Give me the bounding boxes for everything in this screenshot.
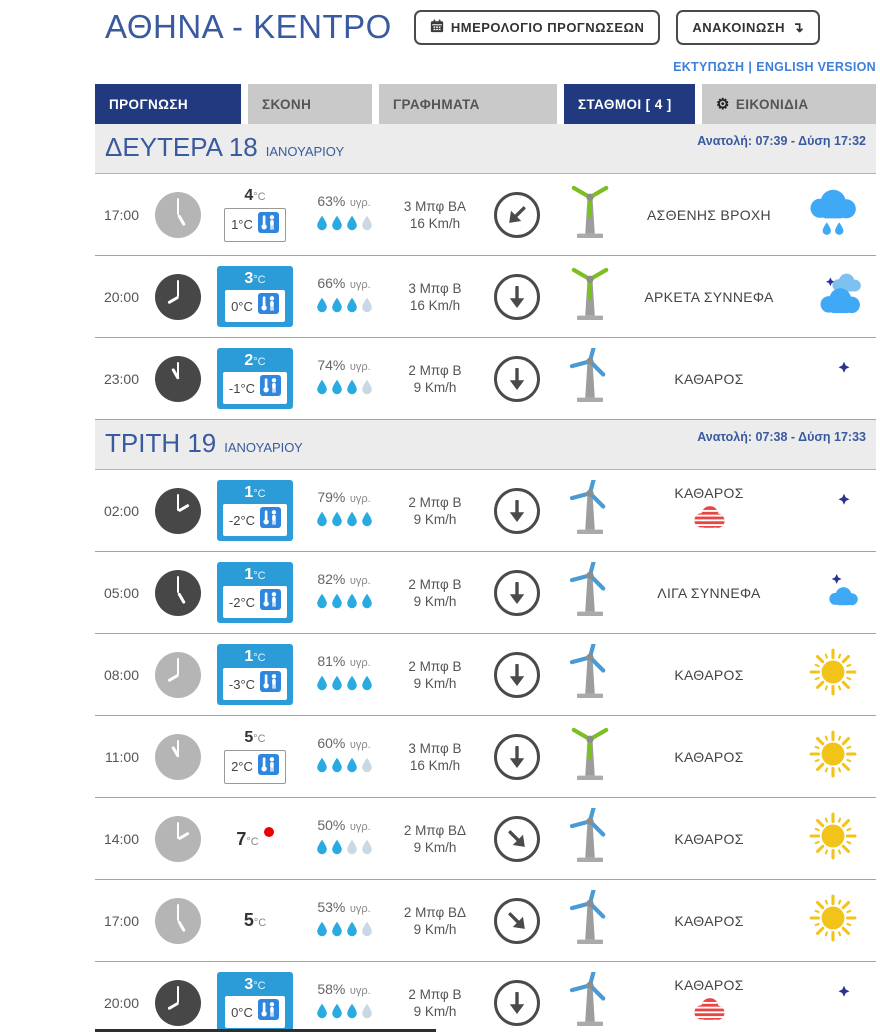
forecast-row[interactable] [95,798,876,880]
humidity-cell [301,489,387,532]
wind-speed: 9 Km/h [413,675,457,691]
droplet-icon [316,921,328,942]
feels-like-box [225,996,285,1028]
thermometer-person-icon [258,999,279,1025]
day-section [95,124,876,420]
droplet-icon [346,379,358,400]
humidity-droplets [316,215,373,236]
humidity-value: 60% [317,735,346,751]
clock-icon [155,980,201,1026]
wind-beaufort: 2 Μπφ Β [408,494,462,510]
humidity-value: 74% [317,357,346,373]
wind-direction-icon [494,488,540,534]
wind-direction-icon [494,192,540,238]
row-time: 20:00 [103,288,139,305]
droplet-icon [346,215,358,236]
forecast-row[interactable] [95,716,876,798]
temperature-value: 5°C [243,910,267,931]
wind-speed: 9 Km/h [413,921,457,937]
droplet-icon [346,757,358,778]
feels-like-value: 0°C [231,298,253,314]
tab-σκονη[interactable] [248,84,372,124]
clock-icon [155,734,201,780]
humidity-droplets [316,675,373,696]
link-separator: | [748,60,753,74]
moon-icon [811,485,855,536]
condition-cell [629,207,789,223]
feels-like-value: -1°C [228,380,256,396]
condition-cell [629,749,789,765]
humidity-droplets [316,1003,373,1024]
feels-like-value: -2°C [228,594,256,610]
row-time: 08:00 [103,666,139,683]
humidity-droplets [316,839,373,860]
condition-text: ΚΑΘΑΡΟΣ [674,370,744,387]
feels-like-box [223,586,287,618]
row-time: 14:00 [103,830,139,847]
droplet-icon [331,757,343,778]
droplet-icon [331,593,343,614]
condition-cell [629,977,789,1028]
droplet-icon [316,297,328,318]
tab-label: ΕΙΚΟΝΙΔΙΑ [735,96,809,112]
wind-direction-icon [494,274,540,320]
humidity-cell [301,275,387,318]
wind-cell [387,281,483,313]
clock-icon [155,192,201,238]
calendar-button-label: ΗΜΕΡΟΛΟΓΙΟ ΠΡΟΓΝΩΣΕΩΝ [450,19,645,35]
wind-speed: 9 Km/h [413,511,457,527]
clock-icon [155,274,201,320]
condition-cell [629,667,789,683]
wind-turbine-icon [564,348,616,409]
droplet-icon [316,1003,328,1024]
wind-speed: 9 Km/h [413,839,457,855]
forecast-row[interactable] [95,880,876,962]
weather-icon-cell [789,485,876,536]
humidity-cell [301,981,387,1024]
wind-cell [387,741,483,773]
wind-turbine-cell [551,480,629,541]
condition-text: ΚΑΘΑΡΟΣ [674,485,744,501]
condition-cell [629,831,789,847]
tab-σταθμοι-4-[interactable] [564,84,695,124]
humidity-value: 66% [317,275,346,291]
row-time: 17:00 [103,912,139,929]
humidity-cell [301,817,387,860]
condition-cell [629,371,789,387]
humidity-droplets [316,297,373,318]
temperature-value: 2°C [244,351,266,369]
wind-turbine-icon [564,266,616,327]
humidity-unit: υγρ. [349,739,371,751]
humidity-unit: υγρ. [349,903,371,915]
day-rows [95,174,876,420]
wind-turbine-cell [551,808,629,869]
condition-cell [629,585,789,601]
tab-προγνωση[interactable] [95,84,241,124]
droplet-icon [316,675,328,696]
wind-speed: 9 Km/h [413,1003,457,1019]
droplet-icon [361,757,373,778]
corner-down-arrow-icon: ↴ [792,18,805,35]
temperature-cell [217,348,293,409]
wind-cell [387,363,483,395]
condition-cell [629,289,789,305]
temperature-value: 7°C [236,827,273,850]
temperature-cell [224,729,286,783]
temperature-cell [236,827,273,850]
humidity-droplets [316,511,373,532]
droplet-icon [346,1003,358,1024]
thermometer-person-icon [258,212,279,238]
weather-icon-cell [789,353,876,404]
droplet-icon [346,921,358,942]
temperature-cell [217,266,293,327]
wind-cell [387,495,483,527]
day-name: ΤΡΙΤΗ 19 [105,428,217,458]
tab-label: ΣΚΟΝΗ [262,96,312,112]
humidity-cell [301,899,387,942]
thermometer-person-icon [258,754,279,780]
humidity-value: 81% [317,653,346,669]
feels-like-box [225,290,285,322]
wind-turbine-icon [564,184,616,245]
tab-label: ΓΡΑΦΗΜΑΤΑ [393,96,480,112]
feels-like-box [223,668,287,700]
wind-turbine-cell [551,266,629,327]
forecast-row[interactable] [95,962,876,1032]
wind-beaufort: 2 Μπφ Β [408,576,462,592]
wind-turbine-cell [551,726,629,787]
humidity-value: 50% [317,817,346,833]
day-header [95,124,876,174]
droplet-icon [361,511,373,532]
temperature-value: 5°C [244,729,266,747]
humidity-unit: υγρ. [349,279,371,291]
sun-icon [807,728,859,785]
rain-cloud-icon [806,187,860,242]
wind-direction-icon [494,570,540,616]
droplet-icon [361,379,373,400]
feels-like-value: 0°C [231,1004,253,1020]
forecast-row[interactable] [95,174,876,256]
condition-text: ΚΑΘΑΡΟΣ [674,912,744,929]
tab-label: ΠΡΟΓΝΩΣΗ [109,96,188,112]
droplet-icon [346,593,358,614]
english-version-link[interactable]: ENGLISH VERSION [756,60,876,74]
humidity-unit: υγρ. [349,575,371,587]
announcement-button[interactable] [676,10,820,45]
humidity-droplets [316,757,373,778]
temperature-cell [217,644,293,705]
tab-label: ΣΤΑΘΜΟΙ [ 4 ] [578,96,672,112]
wind-cell [387,905,483,937]
temperature-cell [217,972,293,1032]
droplet-icon [331,297,343,318]
calendar-icon [430,19,444,36]
wind-beaufort: 3 Μπφ ΒΑ [403,198,467,214]
condition-text: ΑΡΚΕΤΑ ΣΥΝΝΕΦΑ [644,288,774,305]
wind-turbine-icon [564,726,616,787]
weather-icon-cell [789,566,876,619]
condition-text: ΑΣΘΕΝΗΣ ΒΡΟΧΗ [647,206,771,223]
feels-like-value: 1°C [231,217,253,233]
wind-direction-icon [494,734,540,780]
wind-turbine-icon [564,480,616,541]
droplet-icon [331,675,343,696]
temperature-value: 4°C [244,187,266,205]
droplet-icon [346,675,358,696]
wind-direction-icon [494,816,540,862]
droplet-icon [331,921,343,942]
clock-icon [155,356,201,402]
frost-icon [692,1010,726,1027]
weather-icon-cell [789,977,876,1028]
wind-turbine-icon [564,890,616,951]
humidity-cell [301,571,387,614]
page-title: ΑΘΗΝΑ - ΚΕΝΤΡΟ [105,8,392,45]
sun-icon [807,810,859,867]
droplet-icon [361,215,373,236]
gear-icon: ⚙ [716,96,730,113]
wind-turbine-cell [551,972,629,1032]
row-time: 11:00 [105,748,139,765]
condition-cell [629,485,789,536]
wind-turbine-cell [551,562,629,623]
humidity-value: 63% [317,193,346,209]
wind-turbine-cell [551,644,629,705]
wind-turbine-cell [551,890,629,951]
tab-bar [95,84,876,124]
wind-beaufort: 2 Μπφ Β [408,986,462,1002]
wind-turbine-cell [551,184,629,245]
humidity-cell [301,357,387,400]
droplet-icon [346,297,358,318]
humidity-droplets [316,593,373,614]
humidity-value: 58% [317,981,346,997]
wind-beaufort: 2 Μπφ ΒΔ [403,822,467,838]
humidity-unit: υγρ. [349,821,371,833]
condition-cell [629,913,789,929]
day-rows [95,470,876,1032]
utility-links [95,60,876,74]
weather-icon-cell [789,269,876,324]
row-time: 17:00 [103,206,139,223]
droplet-icon [361,1003,373,1024]
humidity-value: 82% [317,571,346,587]
wind-direction-icon [494,980,540,1026]
droplet-icon [316,379,328,400]
announcement-button-label: ΑΝΑΚΟΙΝΩΣΗ [692,19,786,35]
sun-icon [807,646,859,703]
thermometer-person-icon [260,671,281,697]
forecast-calendar-button[interactable] [414,10,660,45]
temperature-value: 1°C [244,565,266,583]
max-temp-dot [264,827,274,837]
droplet-icon [316,757,328,778]
condition-text: ΚΑΘΑΡΟΣ [674,977,744,993]
wind-direction-icon [494,898,540,944]
day-month: ΙΑΝΟΥΑΡΙΟΥ [265,144,345,159]
wind-cell [387,987,483,1019]
clock-icon [155,488,201,534]
temperature-cell [217,562,293,623]
page-header [95,0,876,46]
forecast-row[interactable] [95,470,876,552]
wind-speed: 16 Km/h [409,297,461,313]
droplet-icon [316,511,328,532]
forecast-row[interactable] [95,338,876,420]
droplet-icon [346,839,358,860]
thermometer-person-icon [260,375,281,401]
humidity-unit: υγρ. [349,361,371,373]
moon-cloud-icon [804,269,862,324]
weather-icon-cell [789,892,876,949]
forecast-row[interactable] [95,256,876,338]
day-month: ΙΑΝΟΥΑΡΙΟΥ [224,440,303,455]
wind-beaufort: 3 Μπφ Β [408,740,462,756]
clock-icon [155,898,201,944]
frost-icon-slot [692,504,726,536]
row-time: 05:00 [103,584,139,601]
moon-icon [811,977,855,1028]
temperature-cell [224,187,286,241]
temperature-value: 1°C [244,647,266,665]
forecast-row[interactable] [95,634,876,716]
row-time: 20:00 [103,994,139,1011]
print-link[interactable]: ΕΚΤΥΠΩΣΗ [673,60,745,74]
weather-icon-cell [789,810,876,867]
droplet-icon [331,839,343,860]
feels-like-box [223,504,287,536]
humidity-unit: υγρ. [349,985,371,997]
condition-text: ΚΑΘΑΡΟΣ [674,830,744,847]
wind-turbine-icon [564,562,616,623]
wind-cell [387,659,483,691]
humidity-unit: υγρ. [349,197,371,209]
wind-direction-icon [494,652,540,698]
humidity-unit: υγρ. [349,493,371,505]
moon-small-cloud-icon [807,566,859,619]
wind-cell [387,577,483,609]
wind-turbine-cell [551,348,629,409]
droplet-icon [361,297,373,318]
thermometer-person-icon [260,589,281,615]
wind-turbine-icon [564,808,616,869]
humidity-value: 79% [317,489,346,505]
droplet-icon [331,511,343,532]
humidity-droplets [316,379,373,400]
droplet-icon [346,511,358,532]
tab-γραφηματα[interactable] [379,84,557,124]
humidity-unit: υγρ. [349,657,371,669]
thermometer-person-icon [258,293,279,319]
day-header [95,420,876,470]
droplet-icon [316,215,328,236]
wind-speed: 16 Km/h [409,757,461,773]
clock-icon [155,816,201,862]
wind-cell [387,823,483,855]
thermometer-person-icon [260,507,281,533]
moon-icon [811,353,855,404]
droplet-icon [361,675,373,696]
temperature-cell [244,910,266,931]
sunrise-sunset-info: Ανατολή: 07:39 - Δύση 17:32 [697,134,866,148]
wind-cell [387,199,483,231]
wind-turbine-icon [564,644,616,705]
temperature-value: 3°C [244,269,266,287]
droplet-icon [361,839,373,860]
wind-turbine-icon [564,972,616,1032]
droplet-icon [361,593,373,614]
feels-like-value: 2°C [231,759,253,775]
temperature-cell [217,480,293,541]
droplet-icon [316,839,328,860]
wind-beaufort: 3 Μπφ Β [408,280,462,296]
row-time: 02:00 [103,502,139,519]
wind-speed: 16 Km/h [409,215,461,231]
weather-icon-cell [789,728,876,785]
humidity-cell [301,653,387,696]
temperature-value: 3°C [244,975,266,993]
wind-direction-icon [494,356,540,402]
tab-εικονιδια[interactable] [702,84,876,124]
droplet-icon [361,921,373,942]
feels-like-box [223,372,287,404]
wind-beaufort: 2 Μπφ Β [408,362,462,378]
row-time: 23:00 [103,370,139,387]
feels-like-box [224,208,286,242]
clock-icon [155,570,201,616]
day-name: ΔΕΥΤΕΡΑ 18 [105,132,258,162]
weather-icon-cell [789,646,876,703]
humidity-droplets [316,921,373,942]
feels-like-box [224,750,286,784]
condition-text: ΚΑΘΑΡΟΣ [674,748,744,765]
wind-speed: 9 Km/h [413,593,457,609]
clock-icon [155,652,201,698]
wind-beaufort: 2 Μπφ ΒΔ [403,904,467,920]
forecast-days [95,124,876,1032]
forecast-row[interactable] [95,552,876,634]
sun-icon [807,892,859,949]
condition-text: ΚΑΘΑΡΟΣ [674,666,744,683]
droplet-icon [331,1003,343,1024]
feels-like-value: -2°C [228,512,256,528]
sunrise-sunset-info: Ανατολή: 07:38 - Δύση 17:33 [697,430,866,444]
day-section [95,420,876,1032]
condition-text: ΛΙΓΑ ΣΥΝΝΕΦΑ [657,584,761,601]
frost-icon [692,518,726,535]
droplet-icon [316,593,328,614]
humidity-cell [301,735,387,778]
weather-icon-cell [789,187,876,242]
wind-beaufort: 2 Μπφ Β [408,658,462,674]
feels-like-value: -3°C [228,676,256,692]
wind-speed: 9 Km/h [413,379,457,395]
humidity-cell [301,193,387,236]
droplet-icon [331,379,343,400]
temperature-value: 1°C [244,483,266,501]
droplet-icon [331,215,343,236]
frost-icon-slot [692,996,726,1028]
humidity-value: 53% [317,899,346,915]
